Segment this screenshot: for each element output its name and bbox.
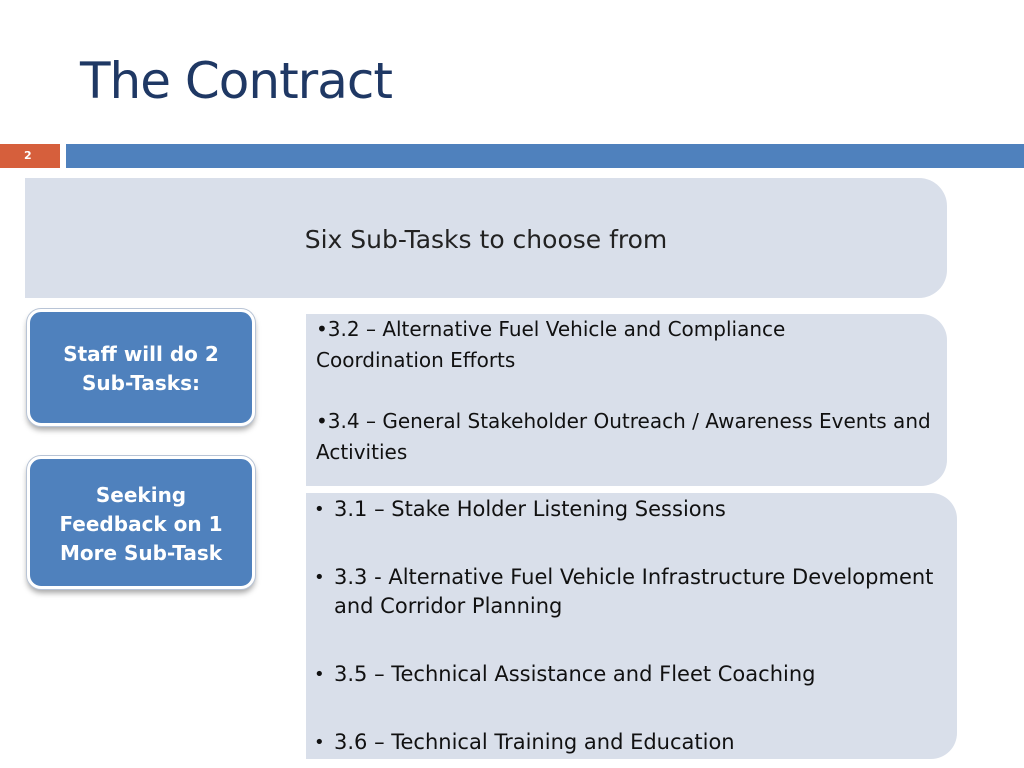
bullet-icon: •: [314, 664, 325, 685]
list-item: •3.4 – General Stakeholder Outreach / Awareness Events and Activities: [316, 409, 931, 464]
header-text: Six Sub-Tasks to choose from: [304, 224, 668, 254]
list-item: [314, 660, 944, 689]
list-item-text: 3.6 – Technical Training and Education: [334, 730, 735, 754]
slide-title: The Contract: [80, 52, 392, 110]
header-panel: [25, 178, 947, 298]
page-number: 2: [0, 144, 60, 168]
bullet-icon: •: [314, 567, 325, 588]
list-item: [314, 728, 944, 757]
title-accent-bar: [66, 144, 1024, 168]
seeking-feedback-card: Seeking Feedback on 1 More Sub-Task: [27, 456, 255, 589]
list-item: [314, 563, 944, 621]
list-item: [314, 495, 944, 524]
bullet-icon: •: [314, 732, 325, 753]
staff-card: Staff will do 2 Sub-Tasks:: [27, 309, 255, 426]
staff-tasks-panel: [306, 314, 947, 486]
optional-tasks-panel: [306, 493, 957, 759]
list-item: •3.2 – Alternative Fuel Vehicle and Compliance Coordination Efforts: [316, 317, 786, 372]
list-item-text: 3.3 - Alternative Fuel Vehicle Infrastructure Development and Corridor Planning: [334, 565, 934, 618]
bullet-icon: •: [314, 499, 325, 520]
list-item-text: 3.1 – Stake Holder Listening Sessions: [334, 497, 726, 521]
list-item-text: 3.5 – Technical Assistance and Fleet Coaching: [334, 662, 816, 686]
